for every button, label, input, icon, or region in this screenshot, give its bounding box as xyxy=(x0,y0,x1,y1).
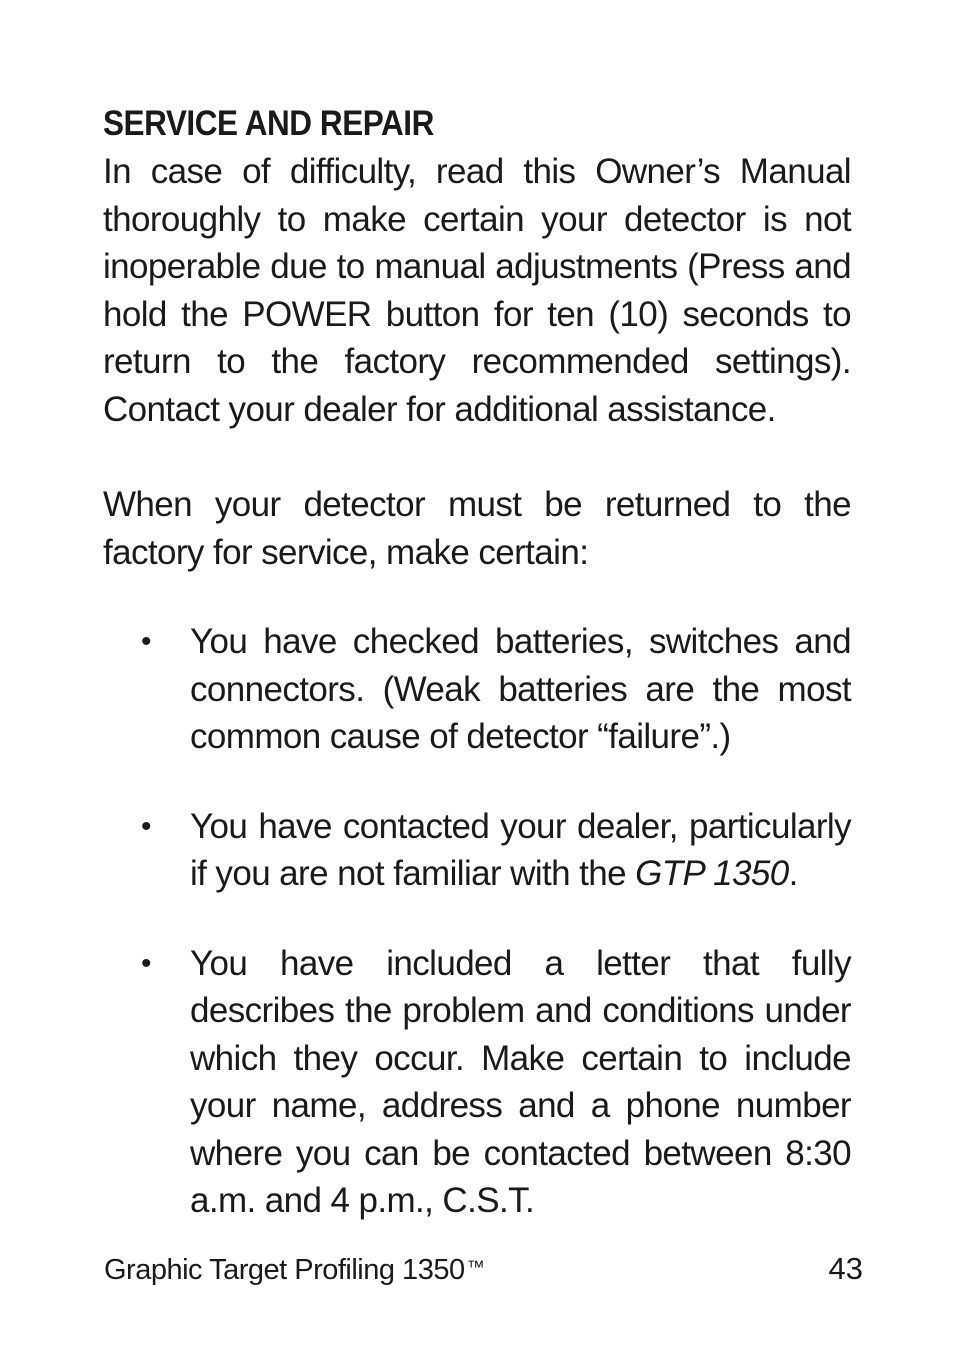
footer-title: Graphic Target Profiling 1350 xyxy=(104,1254,465,1286)
page-number: 43 xyxy=(828,1251,863,1286)
spacer xyxy=(103,433,851,481)
list-item-text: You have included a letter that fully describes the problem and conditions under which they occur. Make certain to include your name, address and a phone number where you can be contacted between 8:30 a.m. and 4 p.m., C.S.T. xyxy=(190,943,851,1220)
return-paragraph: When your detector must be returned to the factory for service, make certain: xyxy=(103,485,851,572)
bullet-icon: • xyxy=(141,809,152,843)
spacer xyxy=(103,576,851,618)
manual-page xyxy=(103,100,851,1225)
list-item-text-end: . xyxy=(788,854,798,893)
list-item-text xyxy=(190,803,851,898)
intro-paragraph: In case of difficulty, read this Owner’s Manual thoroughly to make certain your detector is not inoperable due to manual adjustments (Press and hold the POWER button for ten (10) seconds to return to the factory recommended settings). Contact your dealer for additional assistance. xyxy=(103,152,851,429)
list-item-text: You have checked batteries, switches and connectors. (Weak batteries are the most common cause of detector “failure”.) xyxy=(190,622,851,756)
section-heading: SERVICE AND REPAIR xyxy=(103,104,434,143)
page-footer xyxy=(104,1254,484,1287)
list-item xyxy=(103,940,851,1225)
bullet-icon: • xyxy=(141,946,152,980)
list-item xyxy=(103,618,851,761)
checklist xyxy=(103,618,851,1225)
product-name: GTP 1350 xyxy=(635,854,789,893)
trademark-symbol: ™ xyxy=(466,1257,485,1277)
list-item xyxy=(103,803,851,898)
list-item-text-start: You have contacted your dealer, particularly if you are not familiar with the xyxy=(190,806,851,893)
bullet-icon: • xyxy=(141,625,152,658)
